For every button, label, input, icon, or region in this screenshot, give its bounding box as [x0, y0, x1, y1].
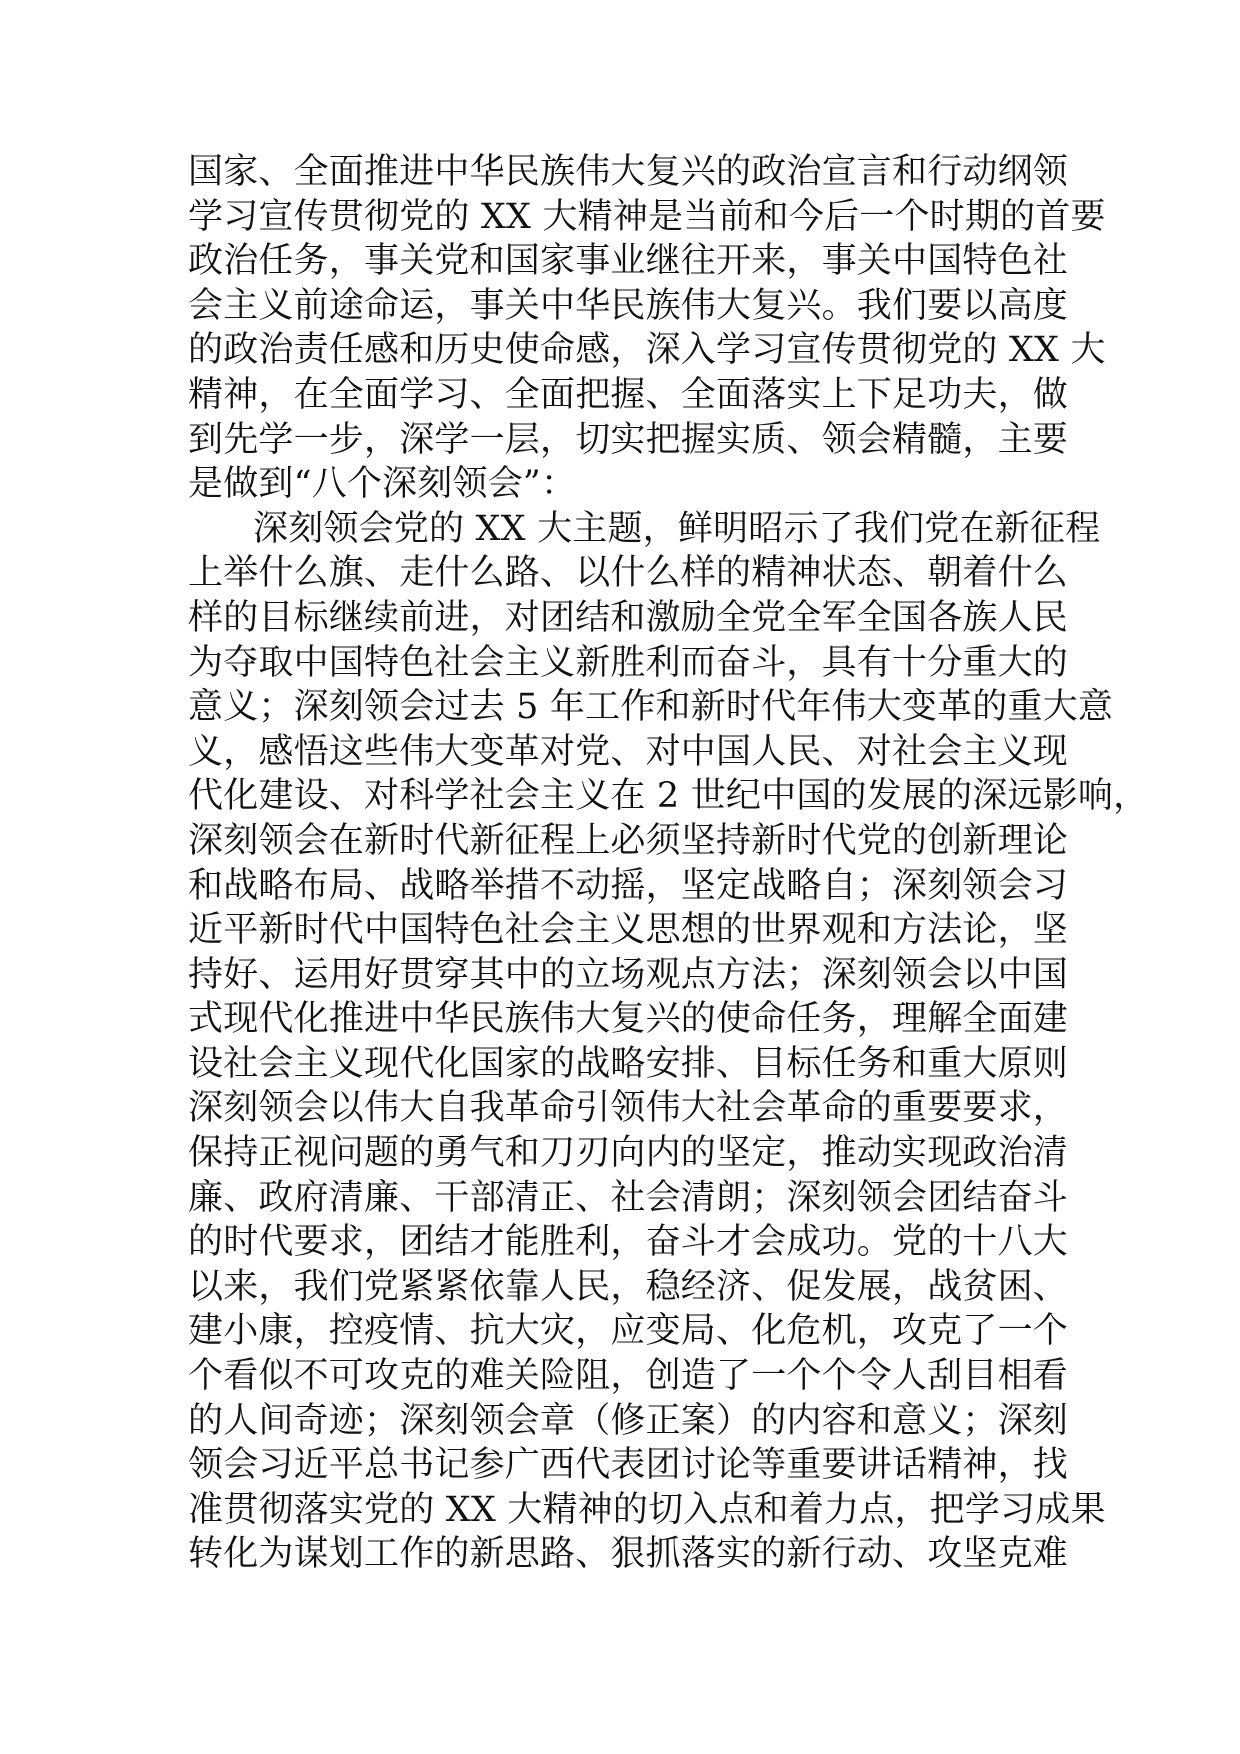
text-line: 会主义前途命运，事关中华民族伟大复兴。我们要以高度 [188, 285, 1069, 326]
text-line: 义，感悟这些伟大变革对党、对中国人民、对社会主义现 [188, 731, 1069, 772]
text-line: 政治任务，事关党和国家事业继往开来，事关中国特色社 [188, 241, 1069, 282]
text-line: 精神，在全面学习、全面把握、全面落实上下足功夫，做 [188, 374, 1069, 415]
text-line: 以来，我们党紧紧依靠人民，稳经济、促发展，战贫困、 [188, 1266, 1069, 1307]
text-line: 国家、全面推进中华民族伟大复兴的政治宣言和行动纲领 [188, 152, 1069, 192]
text-line: 式现代化推进中华民族伟大复兴的使命任务，理解全面建 [188, 999, 1069, 1040]
text-line: 到先学一步，深学一层，切实把握实质、领会精髓，主要 [188, 419, 1069, 460]
text-line: 个看似不可攻克的难关险阻，创造了一个个令人刮目相看 [188, 1356, 1069, 1397]
text-line: 近平新时代中国特色社会主义思想的世界观和方法论，坚 [188, 910, 1069, 951]
text-line: 上举什么旗、走什么路、以什么样的精神状态、朝着什么 [188, 553, 1069, 594]
text-line: 准贯彻落实党的 XX 大精神的切入点和着力点，把学习成果 [188, 1489, 1106, 1530]
text-line: 转化为谋划工作的新思路、狠抓落实的新行动、攻坚克难 [188, 1534, 1069, 1575]
text-line: 深刻领会在新时代新征程上必须坚持新时代党的创新理论 [188, 820, 1069, 861]
text-line: 样的目标继续前进，对团结和激励全党全军全国各族人民 [188, 597, 1069, 638]
text-line: 保持正视问题的勇气和刀刃向内的坚定，推动实现政治清 [188, 1133, 1069, 1174]
text-line: 为夺取中国特色社会主义新胜利而奋斗，具有十分重大的 [188, 642, 1069, 683]
text-line: 深刻领会以伟大自我革命引领伟大社会革命的重要要求， [188, 1088, 1069, 1129]
text-line: 廉、政府清廉、干部清正、社会清朗；深刻领会团结奋斗 [188, 1177, 1069, 1218]
body-text [188, 150, 1149, 1577]
text-line: 代化建设、对科学社会主义在 2 世纪中国的发展的深远影响， [188, 776, 1149, 817]
text-line: 是做到“八个深刻领会”： [188, 464, 577, 505]
text-line: 意义；深刻领会过去 5 年工作和新时代年伟大变革的重大意 [188, 687, 1114, 728]
text-line: 的政治责任感和历史使命感，深入学习宣传贯彻党的 XX 大 [188, 330, 1106, 371]
text-line: 领会习近平总书记参广西代表团讨论等重要讲话精神，找 [188, 1445, 1069, 1486]
text-line: 设社会主义现代化国家的战略安排、目标任务和重大原则 [188, 1043, 1069, 1084]
text-line: 的人间奇迹；深刻领会章（修正案）的内容和意义；深刻 [188, 1400, 1069, 1441]
text-line: 的时代要求，团结才能胜利，奋斗才会成功。党的十八大 [188, 1222, 1069, 1263]
text-line: 持好、运用好贯穿其中的立场观点方法；深刻领会以中国 [188, 954, 1069, 995]
text-line: 建小康，控疫情、抗大灾，应变局、化危机，攻克了一个 [188, 1311, 1069, 1352]
text-line: 学习宣传贯彻党的 XX 大精神是当前和今后一个时期的首要 [188, 196, 1106, 237]
text-line: 和战略布局、战略举措不动摇，坚定战略自；深刻领会习 [188, 865, 1069, 906]
paragraph-first-line: 深刻领会党的 XX 大主题，鲜明昭示了我们党在新征程 [253, 508, 1101, 549]
